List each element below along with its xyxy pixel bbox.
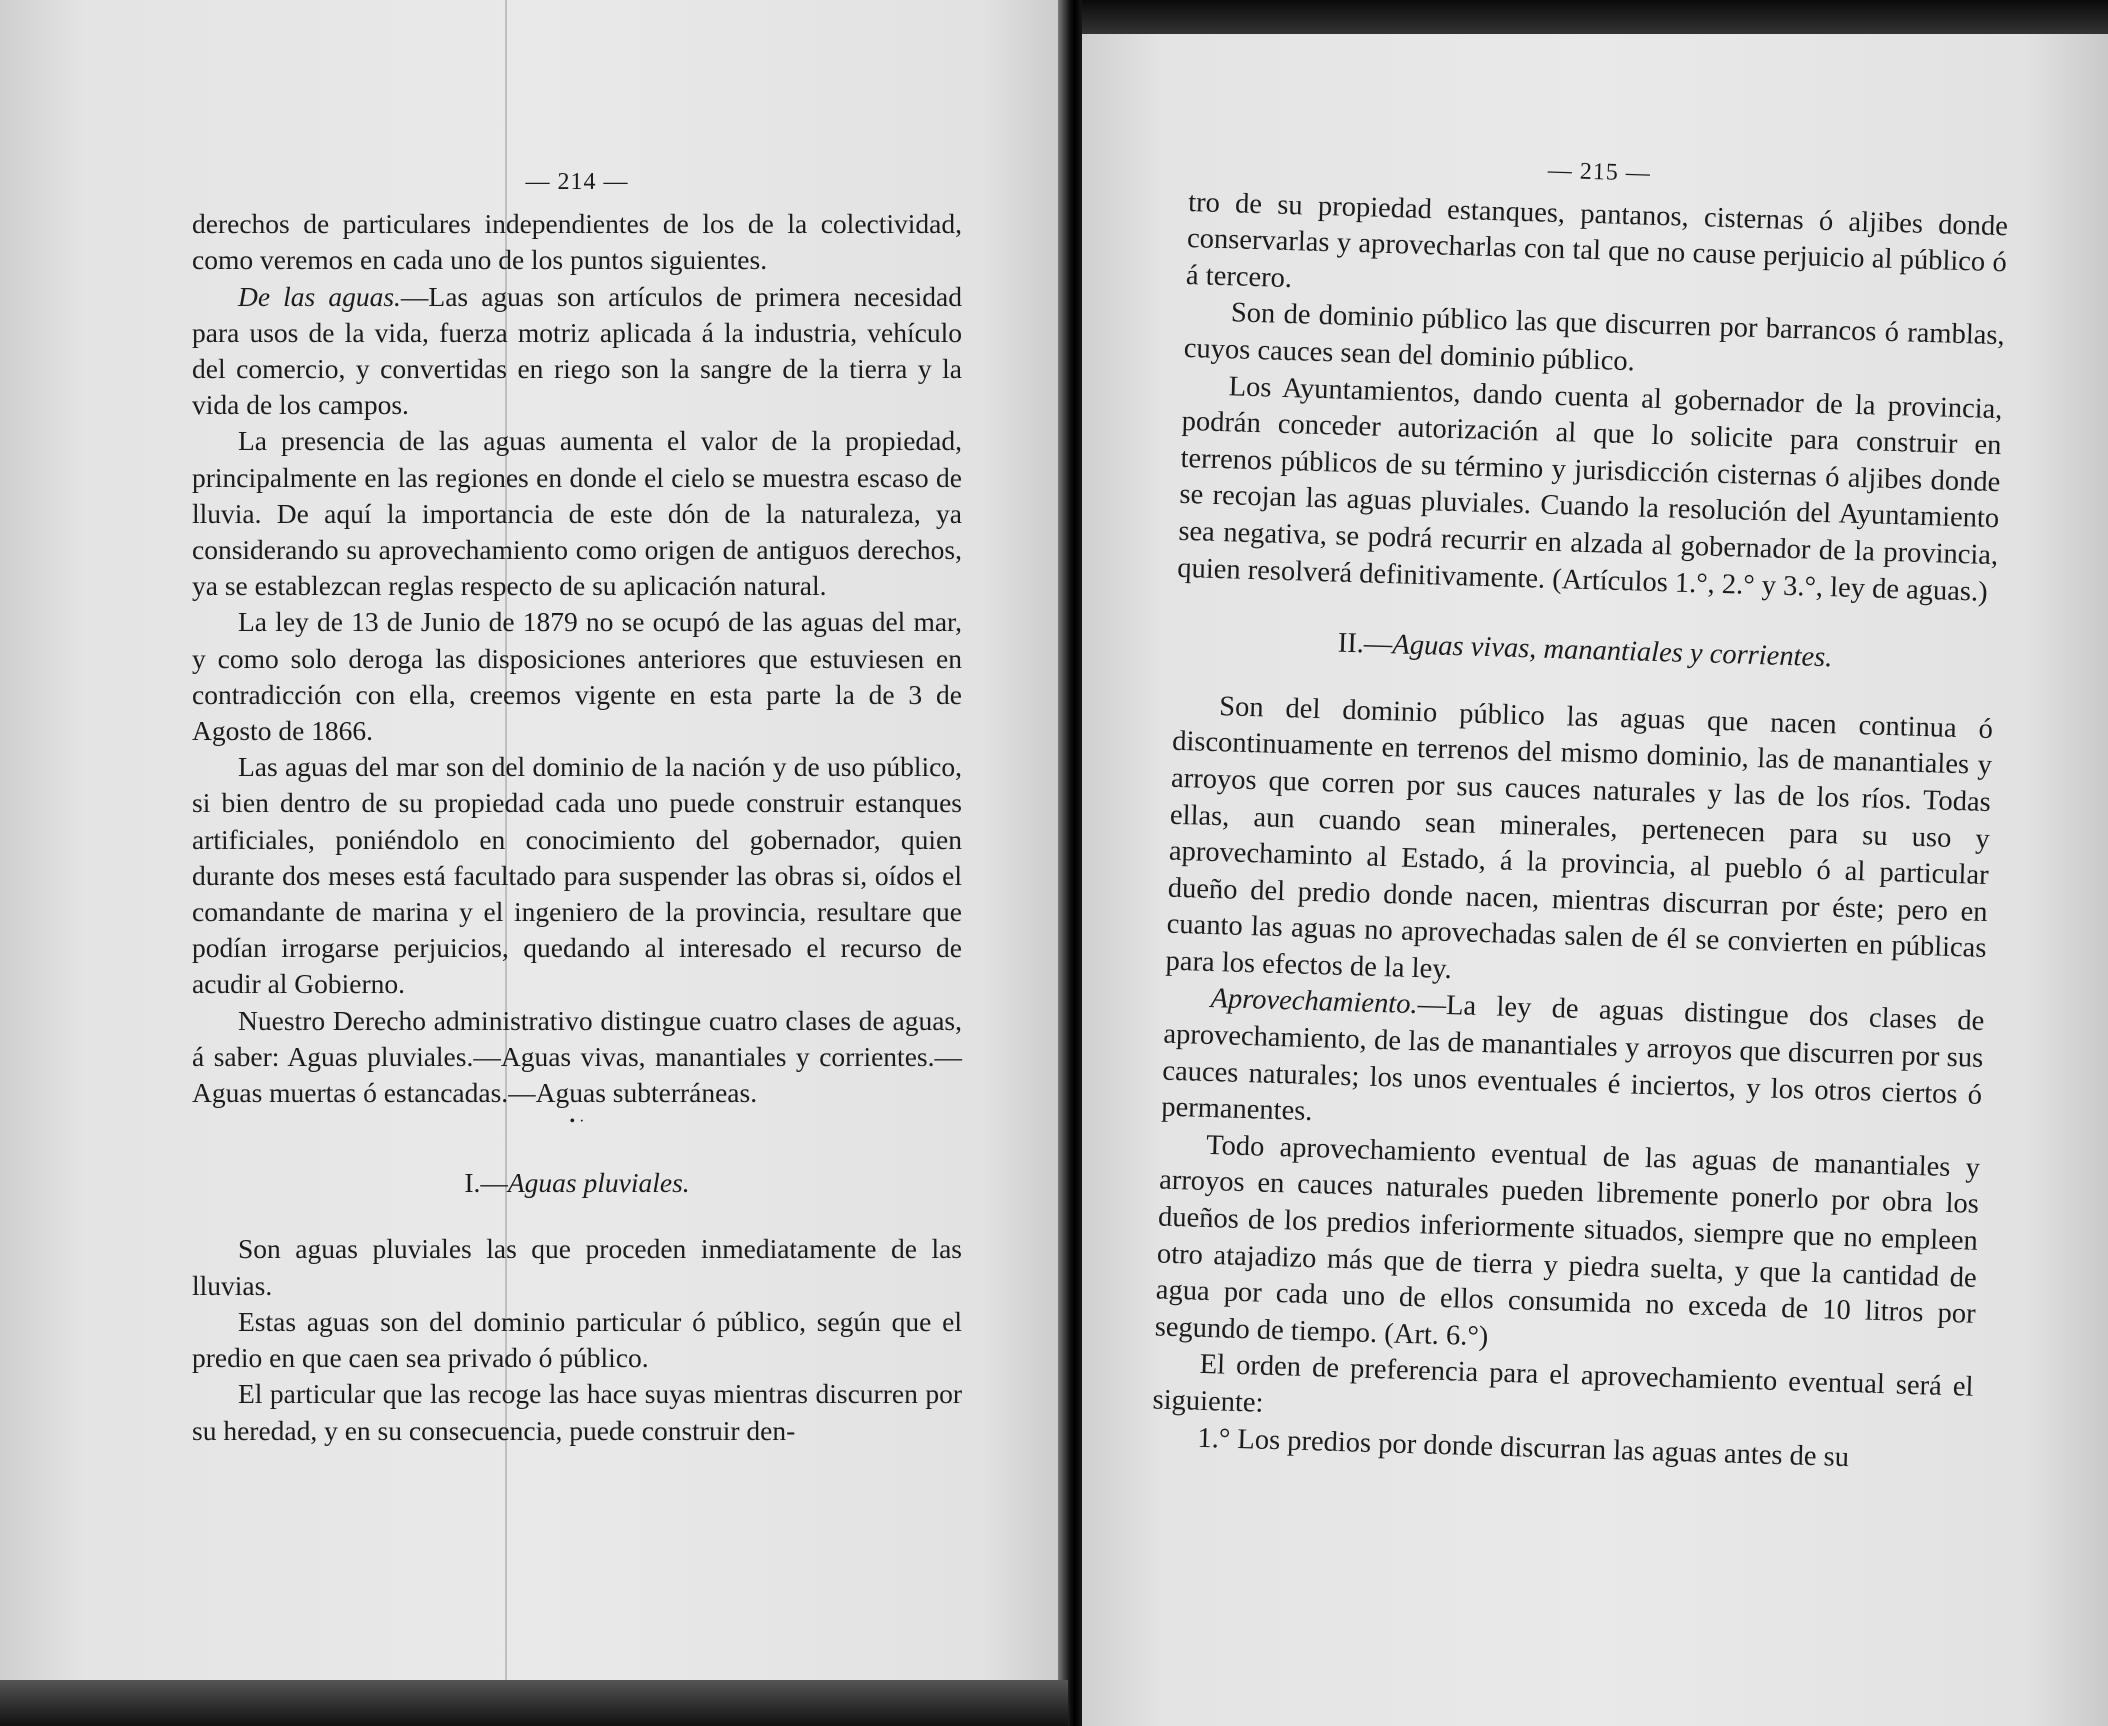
paragraph: La presencia de las aguas aumenta el valor de la propiedad, principalmente en las regiones en donde el cielo se muestra escaso de lluvia. De aquí la importancia de este dón de la naturaleza, ya considerando su aprovechamiento como origen de antiguos derechos, ya se establezcan reglas respecto de su aplicación natural. [192, 425, 962, 602]
paragraph [1161, 980, 1985, 1151]
paragraph-text: —La ley de aguas distingue dos clases de aprovechamiento, de las de manantiales y arroyos que discurren por sus cauces naturales; los unos eventuales é inciertos, y los otros ciertos ó permanentes. [1160, 989, 1985, 1128]
section-title: Aguas pluviales. [507, 1167, 690, 1199]
paragraph [192, 279, 962, 424]
paragraph: El particular que las recoge las hace suyas mientras discurren por su heredad, y en su consecuencia, puede construir den- [192, 1378, 962, 1446]
section-heading [1175, 621, 1996, 682]
page-number: — 215 — [1547, 157, 1652, 187]
section-title: Aguas vivas, manantiales y corrientes. [1391, 629, 1833, 674]
ornament: • · [569, 1113, 585, 1131]
paragraph: Son del dominio público las aguas que nacen continua ó discontinuamente en terrenos del mismo dominio, las de manantiales y arroyos que corren por sus cauces naturales y las de los ríos. Todas ellas, aun cuando sean minerales, pertenecen para su uso y aprovechaminto al Estado, á la provincia, al pueblo ó al particular dueño del predio donde nacen, mientras discurran por éste; pero en cuanto las aguas no aprovechadas salen de él se convierten en públicas para los efectos de la ley. [1165, 690, 1994, 985]
scan-edge-top [1082, 0, 2108, 34]
run-in-heading: De las aguas. [238, 280, 401, 312]
paragraph: Todo aprovechamiento eventual de las aguas de manantiales y arroyos en cauces naturales pueden libremente ponerlo por obra los dueños de los predios inferiormente situados, siempre que no empleen otro atajadizo más que de tierra y piedra suelta, y que la cantidad de agua por cada uno de ellos consumida no exceda de 10 litros por segundo de tiempo. (Art. 6.°) [1154, 1129, 1981, 1353]
run-in-heading: Aprovechamiento. [1210, 983, 1419, 1021]
paragraph: Estas aguas son del dominio particular ó público, según que el predio en que caen sea privado ó público. [192, 1305, 962, 1374]
paragraph: Las aguas del mar son del dominio de la nación y de uso público, si bien dentro de su propiedad cada uno puede construir estanques artificiales, poniéndolo en conocimiento del gobernador, quien durante dos meses está facultado para suspender las obras si, oídos el comandante de marina y el ingeniero de la provincia, resultare que podían irrogarse perjuicios, quedando al interesado el recurso de acudir al Gobierno. [192, 751, 962, 1000]
paragraph: derechos de particulares independientes de los de la colectividad, como veremos en cada uno de los puntos siguientes. [192, 208, 962, 276]
section-number: II.— [1337, 627, 1393, 661]
page-number: — 214 — [525, 169, 629, 195]
paragraph: Los Ayuntamientos, dando cuenta al gobernador de la provincia, podrán conceder autorización al que lo solicite para construir en terrenos públicos de su término y jurisdicción cisternas ó aljibes donde se recojan las aguas pluviales. Cuando la resolución del Ayuntamiento sea negativa, se podrá recurrir en alzada al gobernador de la provincia, quien resolverá definitivamente. (Artículos 1.°, 2.° y 3.°, ley de aguas.) [1176, 370, 2003, 608]
paragraph: 1.° Los predios por donde discurran las aguas antes de su [1197, 1422, 1850, 1473]
paragraph: Nuestro Derecho administrativo distingue cuatro clases de aguas, á saber: Aguas pluviales.—Aguas vivas, manantiales y corrientes.—Aguas muertas ó estancadas.—Aguas subterráneas. [192, 1004, 962, 1109]
paragraph: El orden de preferencia para el aprovechamiento eventual será el siguiente: [1152, 1349, 1974, 1419]
paragraph-text: —Las aguas son artículos de primera necesidad para usos de la vida, fuerza motriz aplicada á la industria, vehículo del comercio, y convertidas en riego son la sangre de la tierra y la vida de los campos. [192, 280, 962, 421]
right-page [1082, 0, 2108, 1726]
section-number: I.— [464, 1167, 508, 1199]
paragraph: La ley de 13 de Junio de 1879 no se ocupó de las aguas del mar, y como solo deroga las disposiciones anteriores que estuviesen en contradicción con ella, creemos vigente en esta parte la de 3 de Agosto de 1866. [192, 606, 962, 747]
scan-edge-bottom [0, 1680, 1068, 1726]
right-text-column [1151, 142, 2010, 1480]
paragraph: Son de dominio público las que discurren por barrancos ó ramblas, cuyos cauces sean del dominio público. [1183, 297, 2006, 378]
paragraph: tro de su propiedad estanques, pantanos, cisternas ó aljibes donde conservarlas y aprovecharlas con tal que no cause perjuicio al público ó á tercero. [1185, 186, 2009, 294]
section-heading [192, 1165, 962, 1201]
paragraph: Son aguas pluviales las que proceden inmediatamente de las lluvias. [192, 1233, 962, 1301]
left-text-column [192, 164, 962, 1449]
